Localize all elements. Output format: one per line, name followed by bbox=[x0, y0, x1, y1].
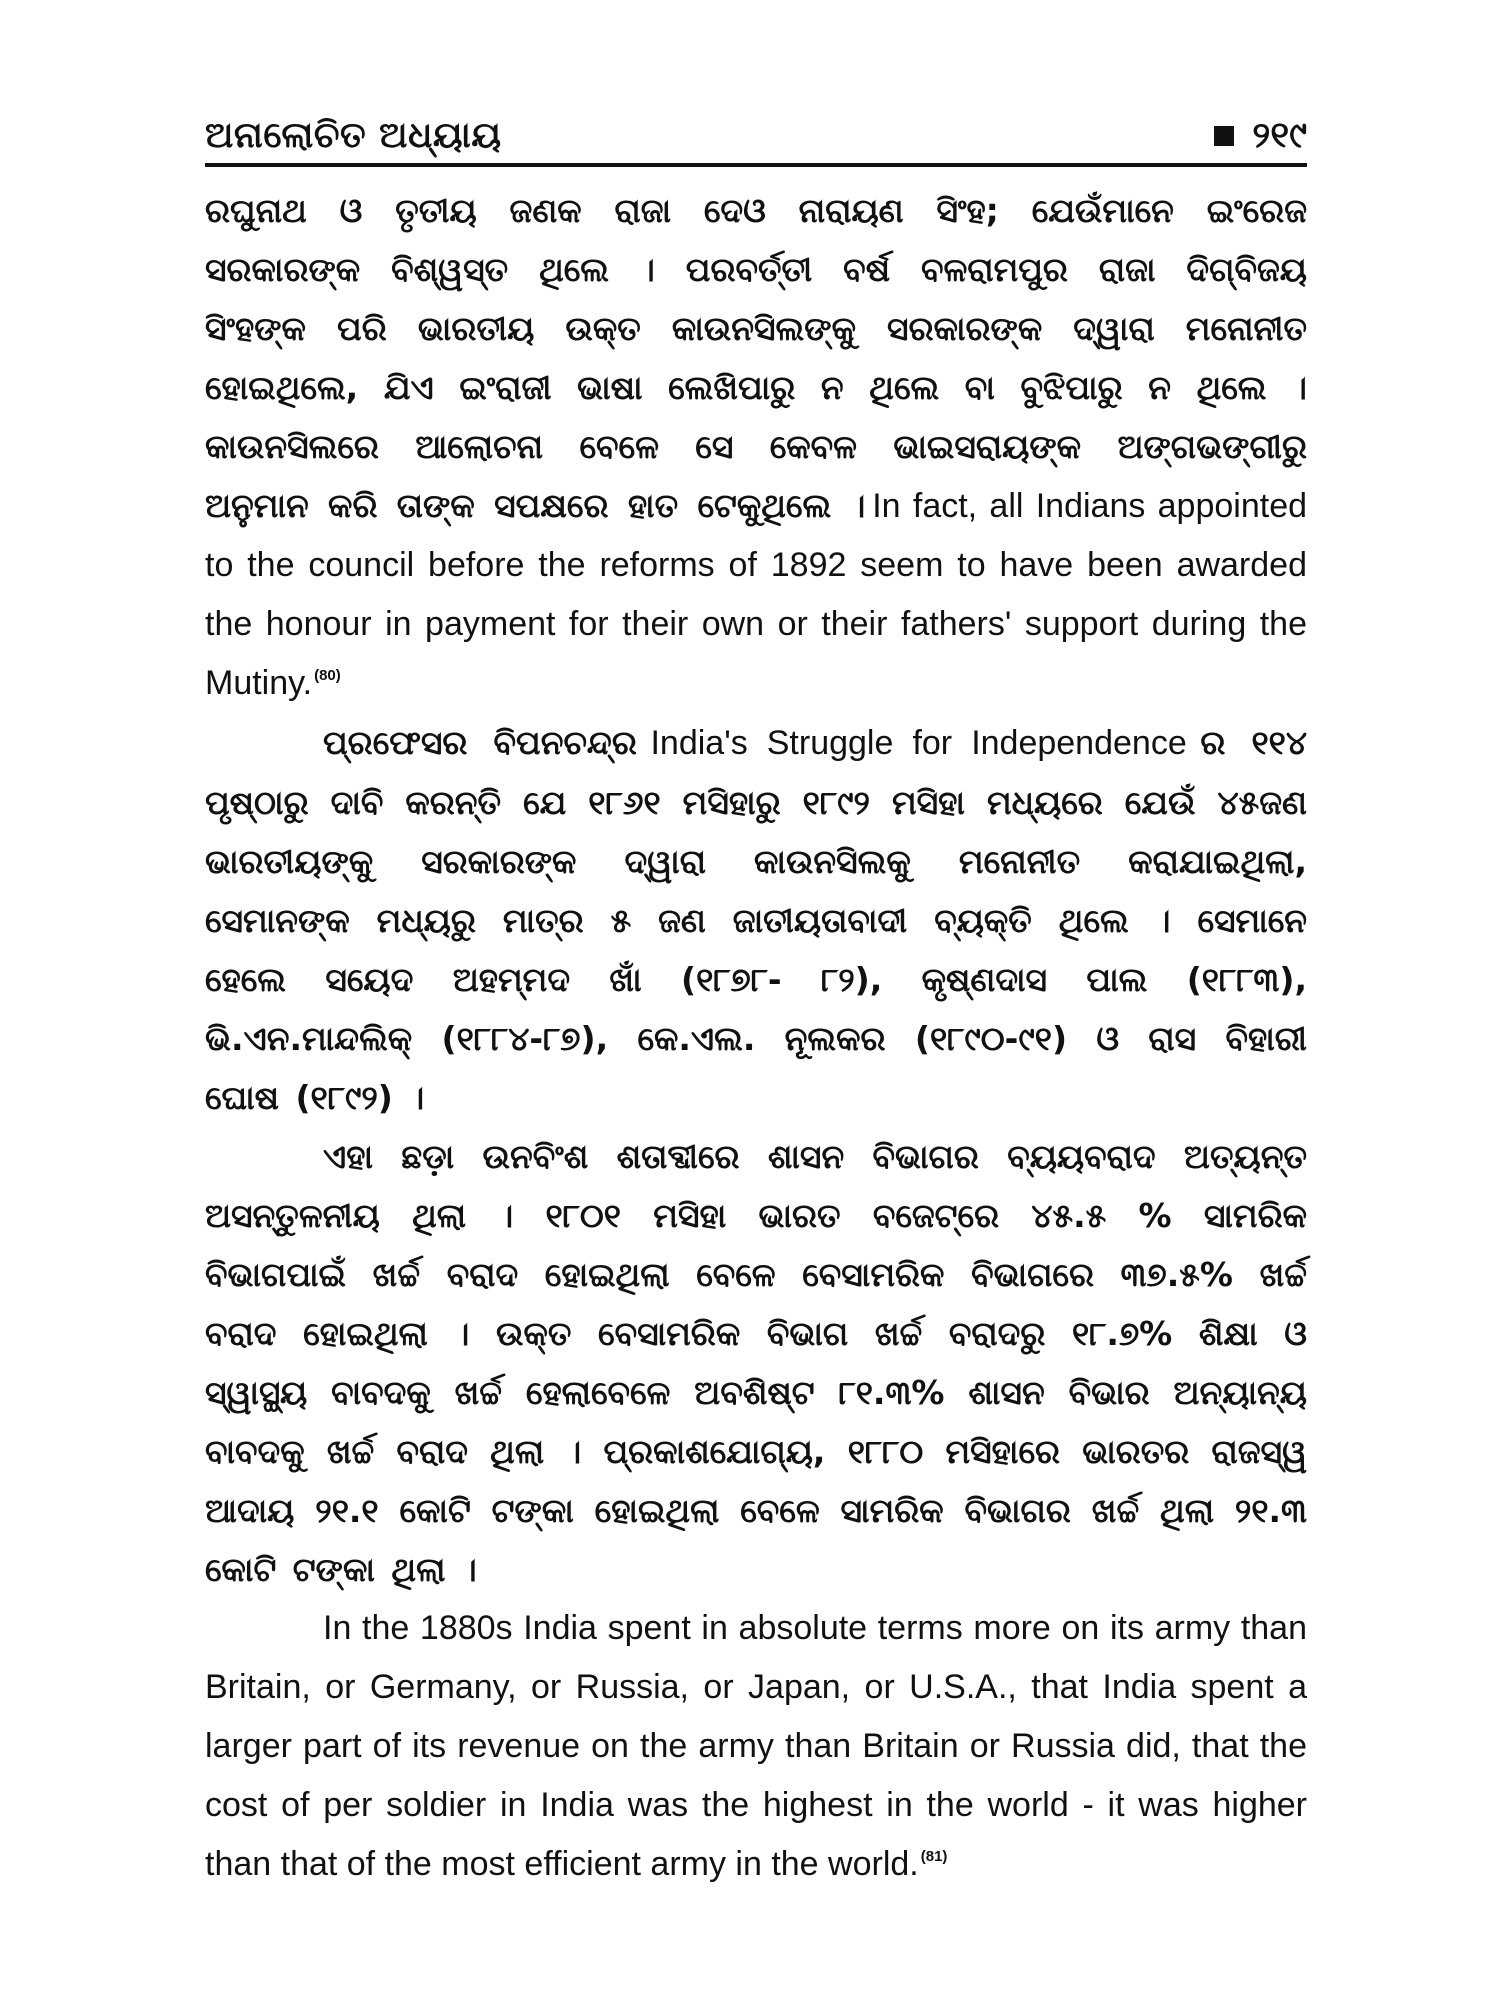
paragraph-1-english-quote: In fact, all Indians appointed to the council before the reforms of 1892 seem to have been awarded the honour in payment for their own or their fathers' support during the Mutiny. bbox=[205, 487, 1308, 702]
paragraph-1-odia: ରଘୁନାଥ ଓ ତୃତୀୟ ଜଣକ ରାଜା ଦେଓ ନାରାୟଣ ସିଂହ; ଯେଉଁମାନେ ଇଂରେଜ ସରକାରଙ୍କ ବିଶ୍ୱସ୍ତ ଥିଲେ । ପରବର୍ତ୍ତୀ ବର୍ଷ ବଳରାମପୁର ରାଜା ଦିଗ୍‌ବିଜୟ ସିଂହଙ୍କ ପରି ଭାରତୀୟ ଉକ୍ତ କାଉନସିଲଙ୍କୁ ସରକାରଙ୍କ ଦ୍ୱାରା ମନୋନୀତ ହୋଇଥିଲେ, ଯିଏ ଇଂରାଜୀ ଭାଷା ଲେଖିପାରୁ ନ ଥିଲେ ବା ବୁଝିପାରୁ ନ ଥିଲେ । କାଉନସିଲରେ ଆଲୋଚନା ବେଳେ ସେ କେବଳ ଭାଇସରାୟଙ୍କ ଅଙ୍ଗଭଙ୍ଗୀରୁ ଅନୁମାନ କରି ତାଙ୍କ ସପକ୍ଷରେ ହାତ ଟେକୁଥିଲେ । bbox=[205, 191, 1307, 525]
footnote-ref-80: (80) bbox=[314, 667, 341, 684]
paragraph-2 bbox=[205, 713, 1307, 1127]
square-bullet-icon bbox=[1214, 126, 1234, 146]
body-text bbox=[205, 181, 1307, 1894]
book-page bbox=[205, 95, 1307, 1894]
paragraph-1 bbox=[205, 181, 1307, 713]
paragraph-2-odia-lead: ପ୍ରଫେସର ବିପନଚନ୍ଦ୍ର bbox=[323, 723, 637, 762]
page-number: ୨୧୯ bbox=[1252, 115, 1307, 156]
paragraph-4 bbox=[205, 1599, 1307, 1894]
footnote-ref-81: (81) bbox=[920, 1848, 948, 1865]
page-number-block bbox=[1214, 115, 1307, 157]
paragraph-2-odia-body: ର ୧୧୪ ପୃଷ୍ଠାରୁ ଦାବି କରନ୍ତି ଯେ ୧୮୬୧ ମସିହାରୁ ୧୮୯୨ ମସିହା ମଧ୍ୟରେ ଯେଉଁ ୪୫ଜଣ ଭାରତୀୟଙ୍କୁ ସରକାରଙ୍କ ଦ୍ୱାରା କାଉନସିଲକୁ ମନୋନୀତ କରାଯାଇଥିଲା, ସେମାନଙ୍କ ମଧ୍ୟରୁ ମାତ୍ର ୫ ଜଣ ଜାତୀୟତାବାଦୀ ବ୍ୟକ୍ତି ଥିଲେ । ସେମାନେ ହେଲେ ସୟେଦ ଅହମ୍ମଦ ଖାଁ (୧୮୭୮- ୮୨), କୃଷ୍ଣଦାସ ପାଲ (୧୮୮୩), ଭି.ଏନ.ମାନ୍ଦଲିକ୍ (୧୮୮୪-୮୭), କେ.ଏଲ. ନୂଲକର (୧୮୯୦-୯୧) ଓ ରାସ ବିହାରୀ ଘୋଷ (୧୮୯୨) । bbox=[205, 723, 1308, 1117]
book-title: India's Struggle for Independence bbox=[650, 724, 1187, 762]
paragraph-3 bbox=[205, 1127, 1307, 1599]
paragraph-4-english-quote: In the 1880s India spent in absolute terms more on its army than Britain, or Germany, or Russia, or Japan, or U.S.A., that India spent a larger part of its revenue on the army than Britain or Russia did, that the cost of per soldier in India was the highest in the world - it was higher than that of the most efficient army in the world. bbox=[205, 1609, 1307, 1883]
paragraph-3-odia: ଏହା ଛଡ଼ା ଉନବିଂଶ ଶତାବ୍ଦୀରେ ଶାସନ ବିଭାଗର ବ୍ୟୟବରାଦ ଅତ୍ୟନ୍ତ ଅସନ୍ତୁଳନୀୟ ଥିଲା । ୧୮୦୧ ମସିହା ଭାରତ ବଜେଟ୍‌ରେ ୪୫.୫ % ସାମରିକ ବିଭାଗପାଇଁ ଖର୍ଚ୍ଚ ବରାଦ ହୋଇଥିଲା ବେଳେ ବେସାମରିକ ବିଭାଗରେ ୩୭.୫% ଖର୍ଚ୍ଚ ବରାଦ ହୋଇଥିଲା । ଉକ୍ତ ବେସାମରିକ ବିଭାଗ ଖର୍ଚ୍ଚ ବରାଦରୁ ୧୮.୭% ଶିକ୍ଷା ଓ ସ୍ୱାସ୍ଥ୍ୟ ବାବଦକୁ ଖର୍ଚ୍ଚ ହେଲାବେଳେ ଅବଶିଷ୍ଟ ୮୧.୩% ଶାସନ ବିଭାର ଅନ୍ୟାନ୍ୟ ବାବଦକୁ ଖର୍ଚ୍ଚ ବରାଦ ଥିଲା । ପ୍ରକାଶଯୋଗ୍ୟ, ୧୮୮୦ ମସିହାରେ ଭାରତର ରାଜସ୍ୱ ଆଦାୟ ୨୧.୧ କୋଟି ଟଙ୍କା ହୋଇଥିଲା ବେଳେ ସାମରିକ ବିଭାଗର ଖର୍ଚ୍ଚ ଥିଲା ୨୧.୩ କୋଟି ଟଙ୍କା ଥିଲା । bbox=[205, 1137, 1307, 1589]
chapter-title: ଅନାଲୋଚିତ ଅଧ୍ୟାୟ bbox=[205, 115, 502, 156]
running-header bbox=[205, 95, 1307, 167]
